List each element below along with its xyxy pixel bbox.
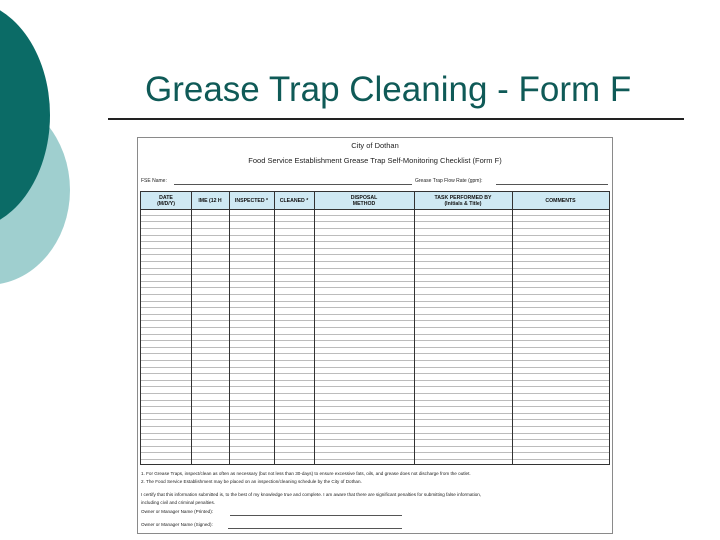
- column-task-performed-by: TASK PERFORMED BY (Initials & Title): [434, 194, 492, 207]
- form-note-1: 1. For Grease Traps, inspect/clean as often as necessary (but not less than 30-days) to ensure excessive fats, oils, and grease does not discharge from the outlet.: [141, 471, 471, 476]
- column-divider: [229, 192, 230, 464]
- form-f-sheet: [137, 137, 613, 534]
- column-date: DATE (M/D/Y): [157, 194, 175, 207]
- fse-name-line: [174, 184, 412, 185]
- certification-line-2: including civil and criminal penalties.: [141, 500, 216, 505]
- title-underline: [108, 118, 684, 120]
- monitoring-log-table: [140, 191, 610, 465]
- form-subtitle: Food Service Establishment Grease Trap Self-Monitoring Checklist (Form F): [248, 156, 502, 165]
- column-comments: COMMENTS: [545, 197, 576, 204]
- column-divider: [274, 192, 275, 464]
- certification-line-1: I certify that this information submitted is, to the best of my knowledge true and complete. I am aware that there are significant penalties for submitting false information,: [141, 492, 482, 497]
- column-divider: [314, 192, 315, 464]
- form-city-heading: City of Dothan: [351, 141, 399, 150]
- printed-name-line: [230, 515, 402, 516]
- column-disposal-method: DISPOSAL METHOD: [350, 194, 378, 207]
- column-divider: [191, 192, 192, 464]
- column-divider: [414, 192, 415, 464]
- column-time: IME (12 H: [198, 197, 222, 204]
- column-inspected: INSPECTED *: [234, 197, 269, 204]
- flow-rate-label: Grease Trap Flow Rate (gpm):: [415, 178, 483, 184]
- signed-name-label: Owner or Manager Name (Signed):: [141, 522, 213, 527]
- printed-name-label: Owner or Manager Name (Printed):: [141, 509, 213, 514]
- flow-rate-line: [496, 184, 608, 185]
- signed-name-line: [228, 528, 402, 529]
- log-table-header: [141, 192, 609, 210]
- column-cleaned: CLEANED *: [279, 197, 309, 204]
- column-divider: [512, 192, 513, 464]
- fse-name-label: FSE Name:: [141, 178, 167, 184]
- form-note-2: 2. The Food Service Establishment may be placed on an inspection/cleaning schedule by the City of Dothan.: [141, 479, 362, 484]
- slide-title: Grease Trap Cleaning - Form F: [145, 70, 632, 109]
